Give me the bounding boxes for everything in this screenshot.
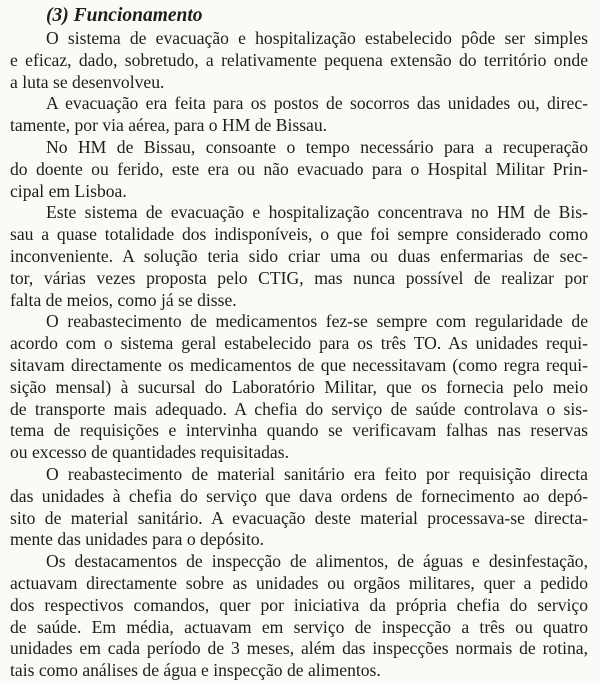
- text-line: sitavam directamente os medicamentos de que necessitavam (como regra requi-: [10, 354, 588, 375]
- text-line: sau a quase totalidade dos indisponíveis, o que foi sempre considerado como: [10, 224, 588, 245]
- text-line: tema de requisições e intervinha quando se verificavam falhas nas reservas: [10, 420, 588, 441]
- text-line: O sistema de evacuação e hospitalização estabelecido pôde ser simples: [46, 28, 588, 48]
- text-line: inconveniente. A solução teria sido criar uma ou duas enfermarias de sec-: [10, 245, 588, 266]
- text-line: e eficaz, dado, sobretudo, a relativamente pequena extensão do território onde: [10, 49, 588, 70]
- text-line: cipal em Lisboa.: [10, 180, 127, 201]
- text-line: de transporte mais adequado. A chefia do serviço de saúde controlava o sis-: [10, 398, 588, 419]
- body-text: [10, 28, 588, 682]
- text-line: Este sistema de evacuação e hospitalização concentrava no HM de Bis-: [46, 202, 588, 223]
- section-heading: (3) Funcionamento: [46, 5, 203, 26]
- text-line: falta de meios, como já se disse.: [10, 289, 237, 310]
- text-line: do doente ou ferido, este era ou não evacuado para o Hospital Militar Prin-: [10, 158, 588, 179]
- text-line: No HM de Bissau, consoante o tempo necessário para a recuperação: [46, 136, 588, 157]
- paragraph-1: [10, 28, 588, 93]
- text-line: O reabastecimento de medicamentos fez-se sempre com regularidade de: [46, 311, 588, 332]
- text-line: unidades em cada período de 3 meses, além das inspecções normais de rotina,: [10, 638, 588, 659]
- text-line: sição mensal) à sucursal do Laboratório Militar, que os fornecia pelo meio: [10, 376, 588, 397]
- text-line: tor, várias vezes proposta pelo CTIG, mas nunca possível de realizar por: [10, 267, 588, 288]
- paragraph-5: [10, 311, 588, 464]
- paragraph-4: [10, 202, 588, 311]
- paragraph-2: [10, 93, 588, 137]
- text-line: tamente, por via aérea, para o HM de Bissau.: [10, 115, 328, 136]
- text-line: Os destacamentos de inspecção de alimentos, de águas e desinfestação,: [46, 551, 588, 572]
- text-line: dos respectivos comandos, quer por iniciativa da própria chefia do serviço: [10, 594, 588, 615]
- text-line: mente das unidades para o depósito.: [10, 529, 265, 550]
- text-line: acordo com o sistema geral estabelecido para os três TO. As unidades requi-: [10, 333, 588, 354]
- paragraph-6: [10, 464, 588, 551]
- text-line: tais como análises de água e inspecção de alimentos.: [10, 660, 381, 681]
- text-line: sito de material sanitário. A evacuação deste material processava-se directa-: [10, 507, 588, 528]
- text-line: a luta se desenvolveu.: [10, 71, 165, 92]
- paragraph-3: [10, 137, 588, 202]
- text-line: de saúde. Em média, actuavam em serviço de inspecção a três ou quatro: [10, 616, 588, 637]
- text-line: das unidades à chefia do serviço que dava ordens de fornecimento ao depó-: [10, 485, 588, 506]
- text-line: O reabastecimento de material sanitário era feito por requisição directa: [46, 463, 588, 484]
- text-line: actuavam directamente sobre as unidades ou orgãos militares, quer a pedido: [10, 572, 588, 593]
- text-line: A evacuação era feita para os postos de socorros das unidades ou, direc-: [46, 93, 588, 114]
- text-line: ou excesso de quantidades requisitadas.: [10, 442, 289, 463]
- document-page: [10, 4, 588, 682]
- paragraph-7: [10, 551, 588, 682]
